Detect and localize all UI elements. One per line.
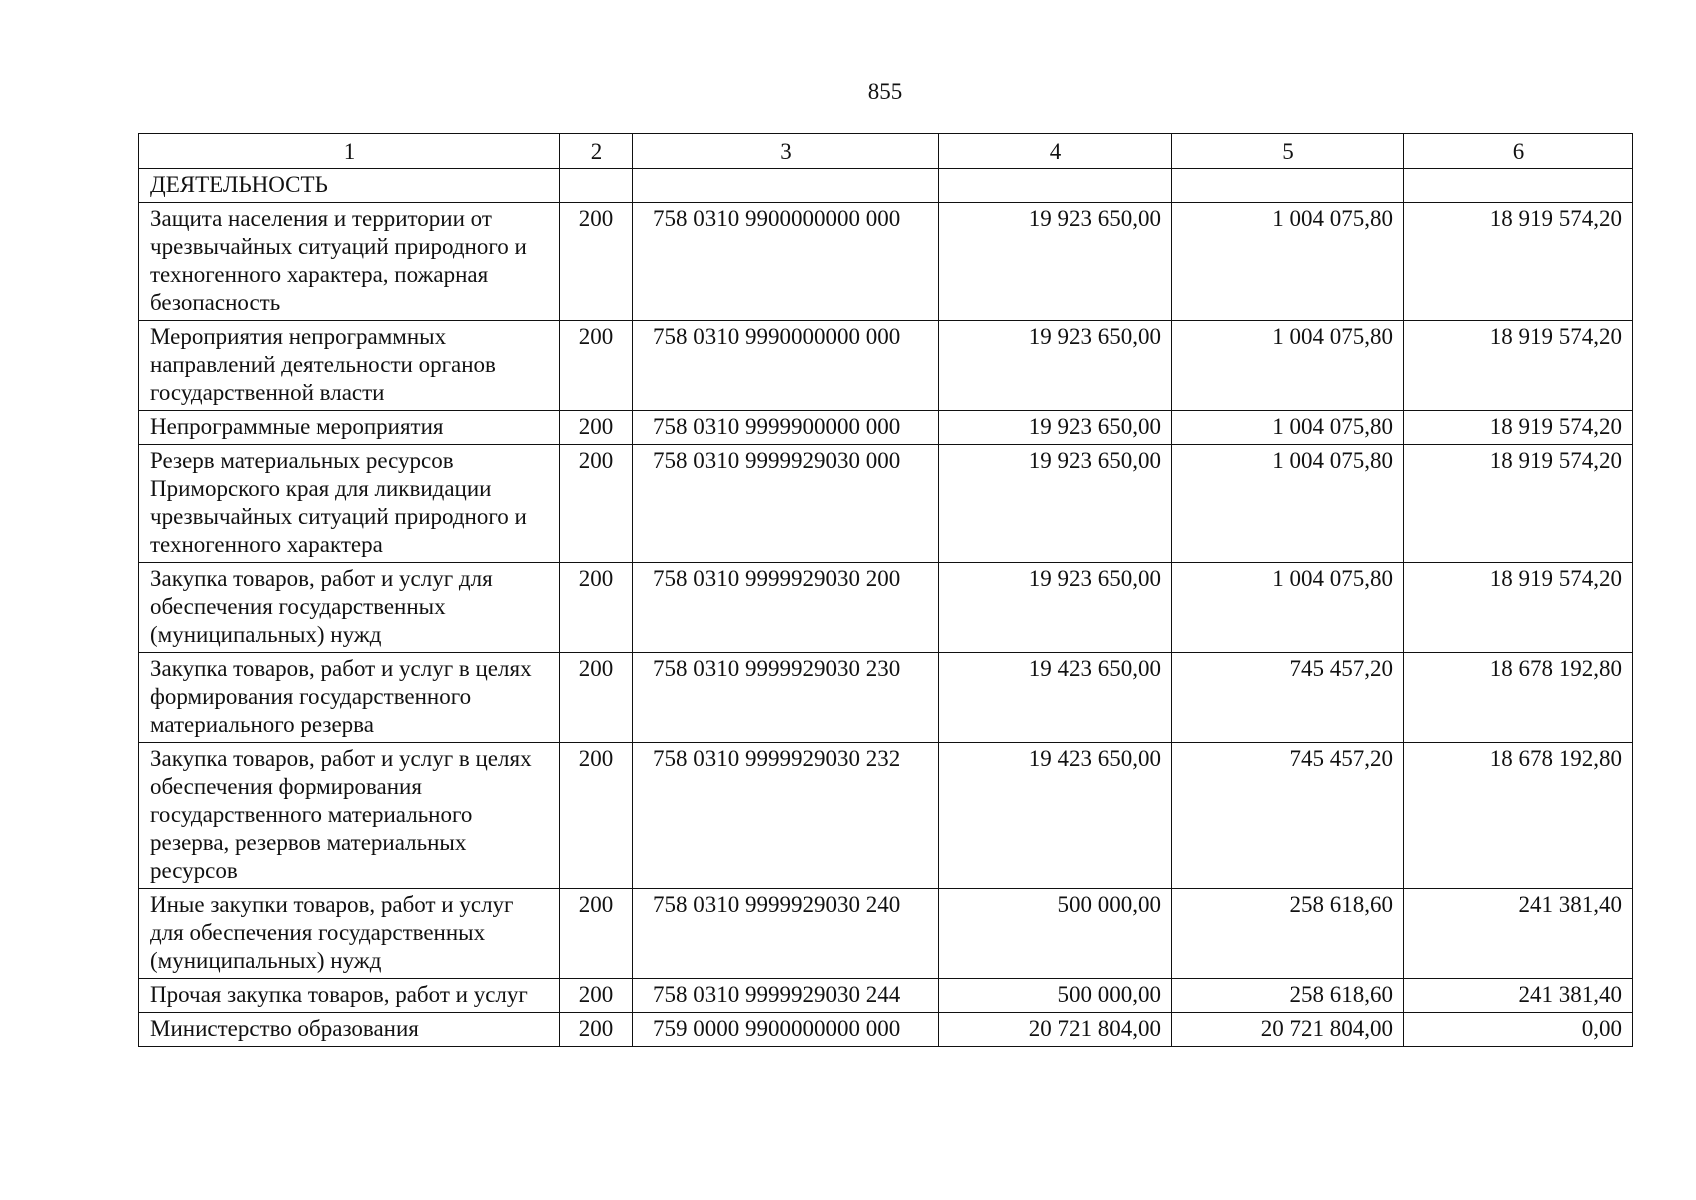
row-code: 758 0310 9999929030 230	[633, 653, 939, 743]
row-code: 759 0000 9900000000 000	[633, 1013, 939, 1047]
row-name: Закупка товаров, работ и услуг в целях формирования государственного материального резерва	[139, 653, 560, 743]
row-code: 758 0310 9900000000 000	[633, 203, 939, 321]
row-col4: 19 923 650,00	[939, 411, 1172, 445]
row-col6: 18 919 574,20	[1404, 321, 1633, 411]
row-col6: 18 919 574,20	[1404, 203, 1633, 321]
row-col6: 241 381,40	[1404, 979, 1633, 1013]
table-row	[139, 653, 1633, 743]
row-code: 758 0310 9999929030 200	[633, 563, 939, 653]
header-cell-3: 3	[633, 134, 939, 169]
row-col4: 19 423 650,00	[939, 743, 1172, 889]
row-col4: 19 923 650,00	[939, 321, 1172, 411]
row-col4: 20 721 804,00	[939, 1013, 1172, 1047]
row-col6: 18 678 192,80	[1404, 653, 1633, 743]
table-row	[139, 169, 1633, 203]
row-group: 200	[560, 411, 633, 445]
row-col6: 0,00	[1404, 1013, 1633, 1047]
row-group: 200	[560, 653, 633, 743]
header-cell-2: 2	[560, 134, 633, 169]
row-group: 200	[560, 889, 633, 979]
row-group	[560, 169, 633, 203]
row-col5: 1 004 075,80	[1172, 445, 1404, 563]
row-group: 200	[560, 445, 633, 563]
row-code: 758 0310 9990000000 000	[633, 321, 939, 411]
row-col6: 18 919 574,20	[1404, 445, 1633, 563]
table-row	[139, 1013, 1633, 1047]
row-code: 758 0310 9999929030 240	[633, 889, 939, 979]
row-name: Резерв материальных ресурсов Приморского края для ликвидации чрезвычайных ситуаций природного и техногенного характера	[139, 445, 560, 563]
row-col6	[1404, 169, 1633, 203]
row-name: Иные закупки товаров, работ и услуг для обеспечения государственных (муниципальных) нужд	[139, 889, 560, 979]
row-col5	[1172, 169, 1404, 203]
row-group: 200	[560, 1013, 633, 1047]
table-body	[139, 169, 1633, 1047]
row-col4: 500 000,00	[939, 979, 1172, 1013]
table-row	[139, 445, 1633, 563]
budget-table	[138, 133, 1633, 1047]
row-col4: 19 423 650,00	[939, 653, 1172, 743]
row-name: Закупка товаров, работ и услуг в целях обеспечения формирования государственного материального резерва, резервов материальных ресурсов	[139, 743, 560, 889]
row-col4: 500 000,00	[939, 889, 1172, 979]
table-row	[139, 743, 1633, 889]
table-row	[139, 411, 1633, 445]
row-col6: 18 919 574,20	[1404, 411, 1633, 445]
row-code: 758 0310 9999929030 244	[633, 979, 939, 1013]
row-name: ДЕЯТЕЛЬНОСТЬ	[139, 169, 560, 203]
header-cell-6: 6	[1404, 134, 1633, 169]
row-name: Защита населения и территории от чрезвычайных ситуаций природного и техногенного характера, пожарная безопасность	[139, 203, 560, 321]
row-code: 758 0310 9999929030 000	[633, 445, 939, 563]
row-col4: 19 923 650,00	[939, 563, 1172, 653]
table-row	[139, 321, 1633, 411]
row-code: 758 0310 9999900000 000	[633, 411, 939, 445]
table-header	[139, 134, 1633, 169]
header-cell-4: 4	[939, 134, 1172, 169]
page-number: 855	[867, 79, 903, 104]
header-cell-1: 1	[139, 134, 560, 169]
table-row	[139, 563, 1633, 653]
row-col6: 18 919 574,20	[1404, 563, 1633, 653]
row-group: 200	[560, 979, 633, 1013]
row-col6: 18 678 192,80	[1404, 743, 1633, 889]
row-group: 200	[560, 563, 633, 653]
table-row	[139, 203, 1633, 321]
row-col5: 745 457,20	[1172, 743, 1404, 889]
table-row	[139, 889, 1633, 979]
row-col4: 19 923 650,00	[939, 445, 1172, 563]
row-group: 200	[560, 321, 633, 411]
row-col5: 20 721 804,00	[1172, 1013, 1404, 1047]
row-col6: 241 381,40	[1404, 889, 1633, 979]
row-col4	[939, 169, 1172, 203]
row-code	[633, 169, 939, 203]
row-col5: 258 618,60	[1172, 889, 1404, 979]
row-col5: 1 004 075,80	[1172, 321, 1404, 411]
row-col5: 258 618,60	[1172, 979, 1404, 1013]
row-name: Мероприятия непрограммных направлений деятельности органов государственной власти	[139, 321, 560, 411]
header-cell-5: 5	[1172, 134, 1404, 169]
row-group: 200	[560, 203, 633, 321]
row-code: 758 0310 9999929030 232	[633, 743, 939, 889]
row-name: Закупка товаров, работ и услуг для обеспечения государственных (муниципальных) нужд	[139, 563, 560, 653]
row-name: Министерство образования	[139, 1013, 560, 1047]
row-col5: 1 004 075,80	[1172, 563, 1404, 653]
table-row	[139, 979, 1633, 1013]
row-col5: 745 457,20	[1172, 653, 1404, 743]
row-name: Непрограммные мероприятия	[139, 411, 560, 445]
row-col5: 1 004 075,80	[1172, 203, 1404, 321]
row-col4: 19 923 650,00	[939, 203, 1172, 321]
header-row	[139, 134, 1633, 169]
row-col5: 1 004 075,80	[1172, 411, 1404, 445]
row-name: Прочая закупка товаров, работ и услуг	[139, 979, 560, 1013]
row-group: 200	[560, 743, 633, 889]
